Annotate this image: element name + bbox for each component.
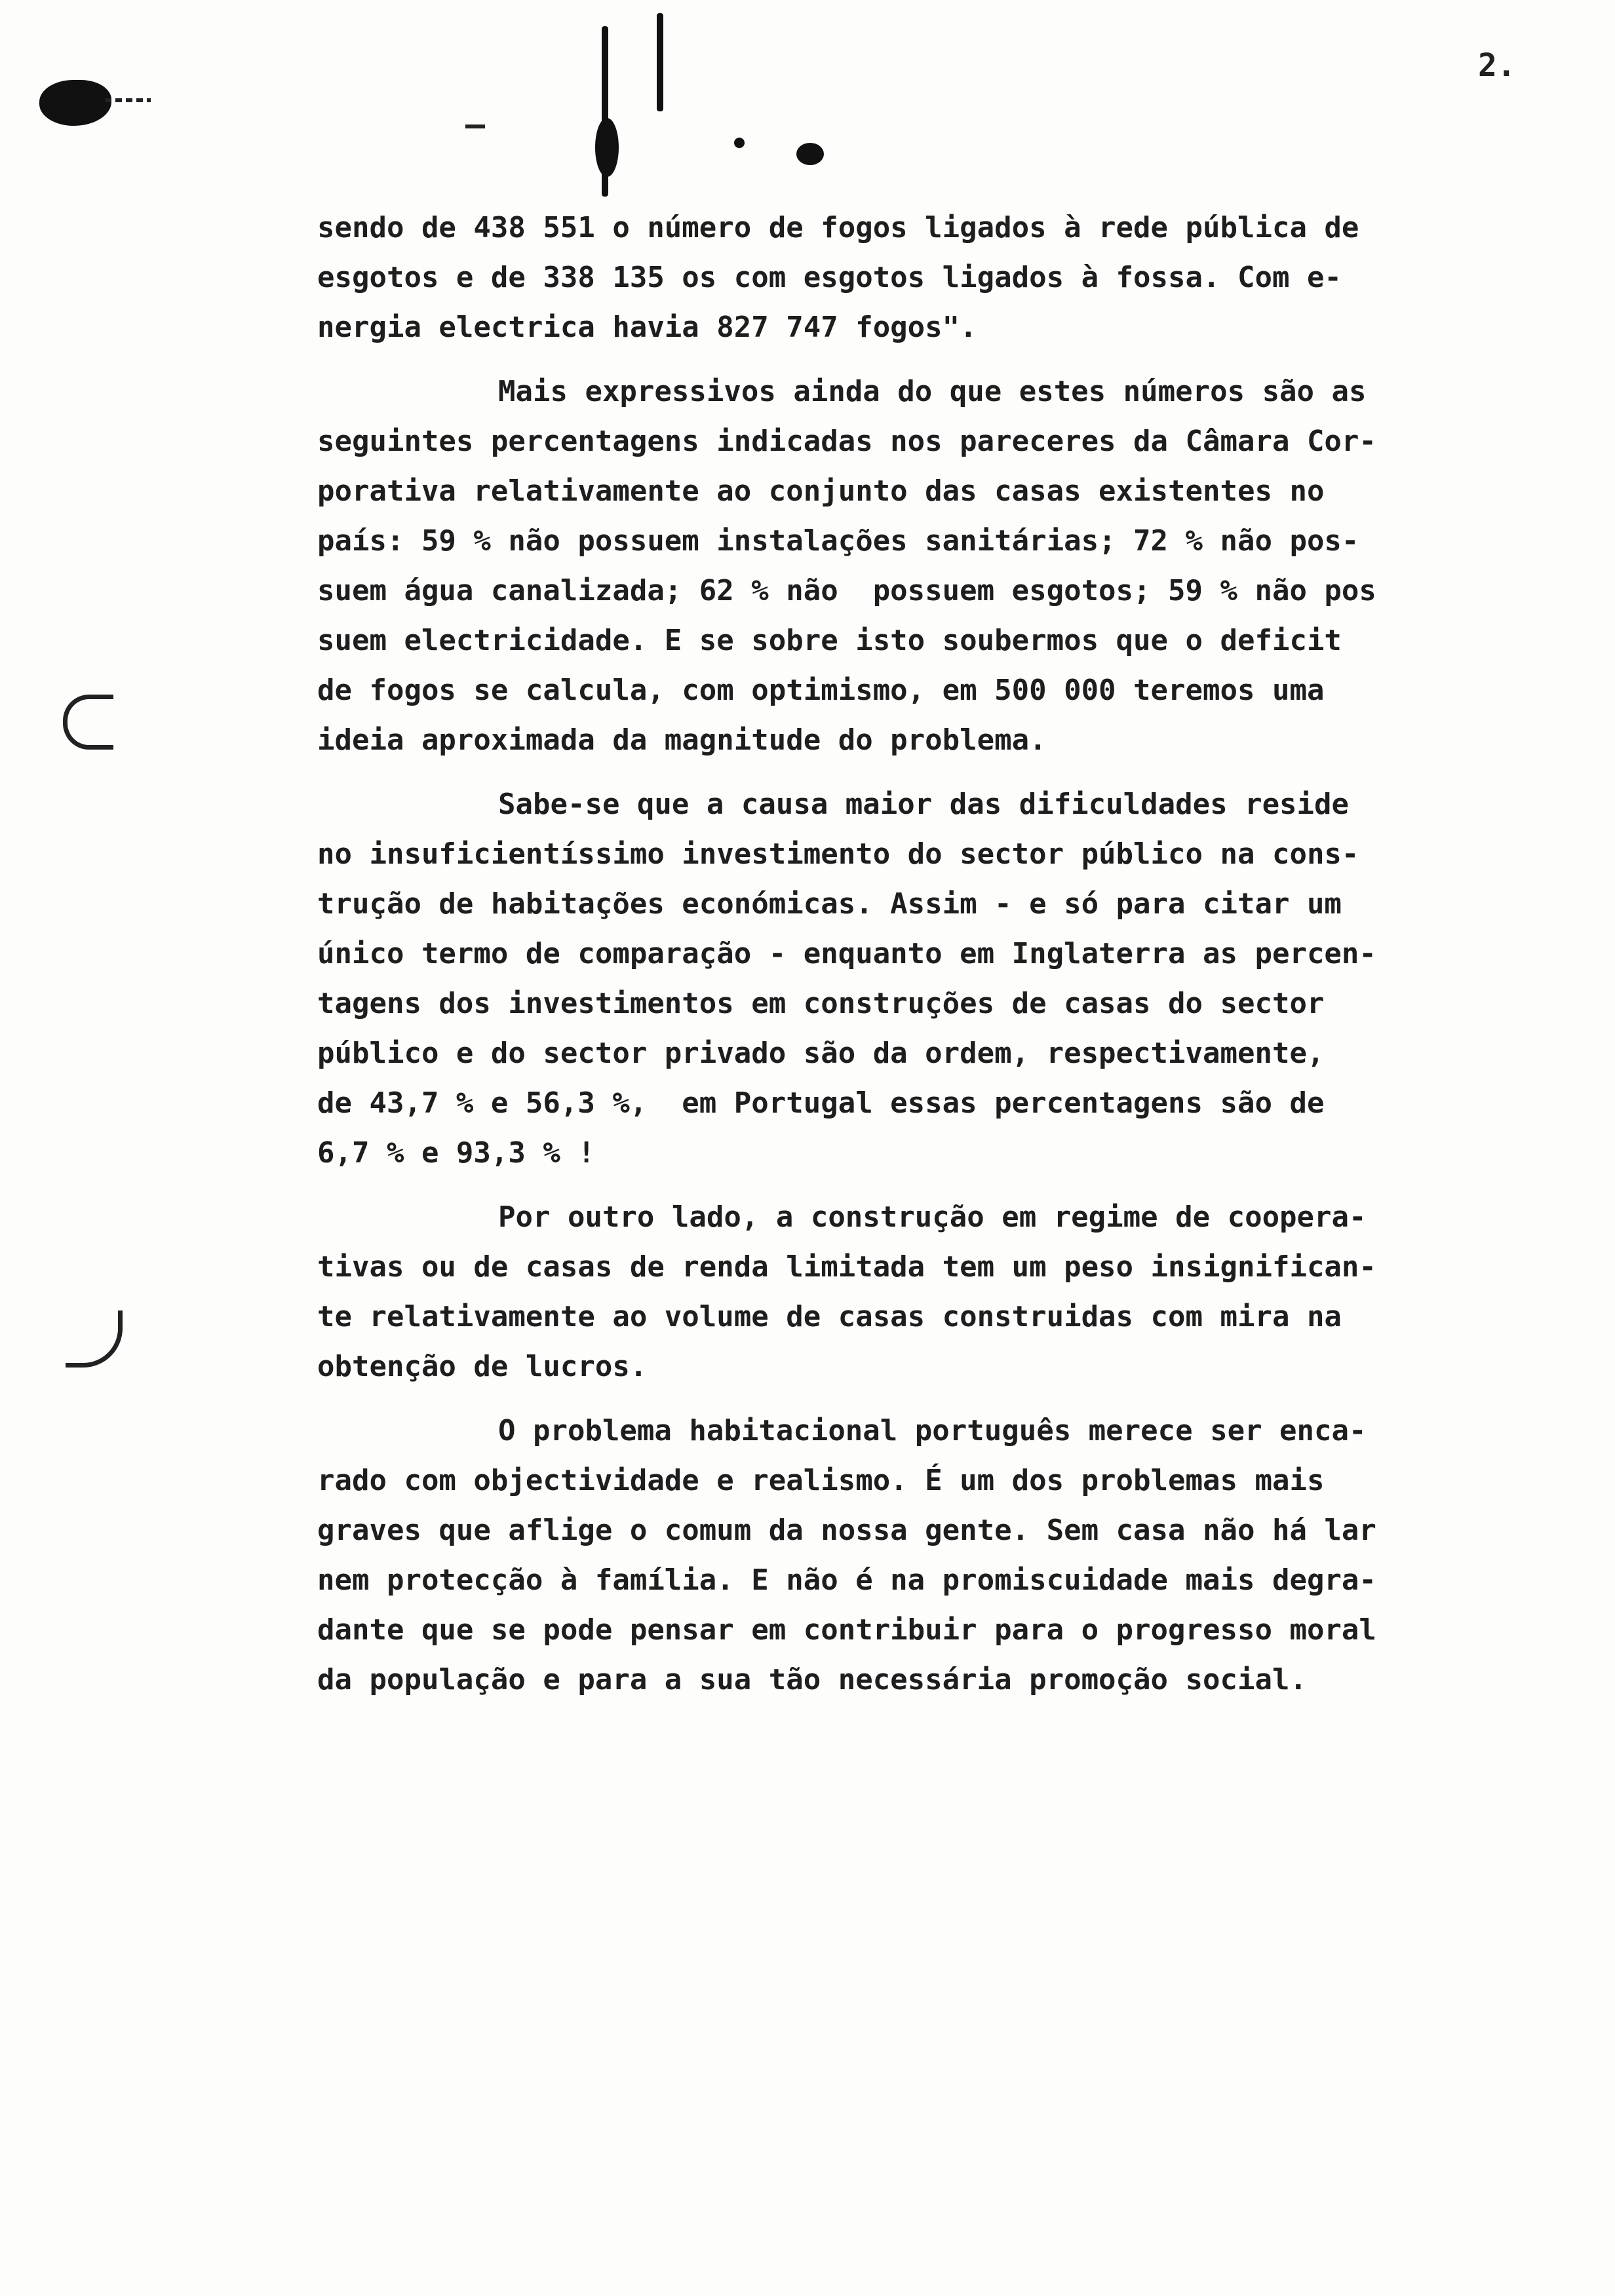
text-line: O problema habitacional português merece ser enca- — [498, 1414, 1367, 1447]
ink-blot-tail — [105, 98, 151, 102]
text-line: ideia aproximada da magnitude do problema. — [317, 723, 1047, 757]
paragraph — [317, 203, 1549, 353]
ink-stroke-mark — [657, 13, 663, 111]
text-line: público e do sector privado são da ordem, respectivamente, — [317, 1037, 1325, 1070]
body-text — [317, 203, 1549, 1705]
text-line: dante que se pode pensar em contribuir para o progresso moral — [317, 1613, 1376, 1647]
text-line: porativa relativamente ao conjunto das casas existentes no — [317, 474, 1325, 508]
text-line: suem electricidade. E se sobre isto soubermos que o deficit — [317, 624, 1342, 657]
text-line: da população e para a sua tão necessária promoção social. — [317, 1663, 1307, 1696]
text-line: país: 59 % não possuem instalações sanitárias; 72 % não pos- — [317, 524, 1359, 558]
paragraph — [317, 367, 1549, 765]
text-line: tivas ou de casas de renda limitada tem um peso insignifican- — [317, 1250, 1376, 1284]
text-line: no insuficientíssimo investimento do sector público na cons- — [317, 837, 1359, 871]
text-line: nergia electrica havia 827 747 fogos". — [317, 311, 977, 344]
ink-drop-mark — [595, 118, 619, 177]
margin-pencil-mark — [66, 1311, 123, 1368]
text-line: seguintes percentagens indicadas nos pareceres da Câmara Cor- — [317, 425, 1376, 458]
text-line: esgotos e de 338 135 os com esgotos ligados à fossa. Com e- — [317, 261, 1342, 294]
paragraph — [317, 1193, 1549, 1392]
text-line: te relativamente ao volume de casas construidas com mira na — [317, 1300, 1342, 1333]
text-line: Mais expressivos ainda do que estes números são as — [498, 375, 1367, 408]
ink-blot — [39, 80, 111, 126]
margin-pencil-mark — [63, 695, 113, 750]
text-line: de fogos se calcula, com optimismo, em 500 000 teremos uma — [317, 674, 1325, 707]
text-line: Sabe-se que a causa maior das dificuldades reside — [498, 788, 1350, 821]
text-line: graves que aflige o comum da nossa gente. Sem casa não há lar — [317, 1514, 1376, 1547]
text-line: tagens dos investimentos em construções de casas do sector — [317, 987, 1325, 1020]
page-number: 2. — [1478, 47, 1516, 84]
text-line: trução de habitações económicas. Assim - e só para citar um — [317, 887, 1342, 921]
text-line: obtenção de lucros. — [317, 1350, 648, 1383]
text-line: suem água canalizada; 62 % não possuem esgotos; 59 % não pos — [317, 574, 1376, 607]
text-line: rado com objectividade e realismo. É um dos problemas mais — [317, 1464, 1325, 1497]
text-line: único termo de comparação - enquanto em Inglaterra as percen- — [317, 937, 1376, 970]
paragraph — [317, 1406, 1549, 1705]
text-line: Por outro lado, a construção em regime de coopera- — [498, 1200, 1367, 1234]
ink-speck — [734, 138, 745, 148]
text-line: 6,7 % e 93,3 % ! — [317, 1136, 595, 1170]
ink-speck — [796, 143, 824, 165]
text-line: nem protecção à família. E não é na promiscuidade mais degra- — [317, 1563, 1376, 1597]
paragraph — [317, 780, 1549, 1178]
text-line: sendo de 438 551 o número de fogos ligados à rede pública de — [317, 211, 1359, 244]
stray-dash-mark — [465, 124, 485, 128]
text-line: de 43,7 % e 56,3 %, em Portugal essas percentagens são de — [317, 1086, 1325, 1120]
